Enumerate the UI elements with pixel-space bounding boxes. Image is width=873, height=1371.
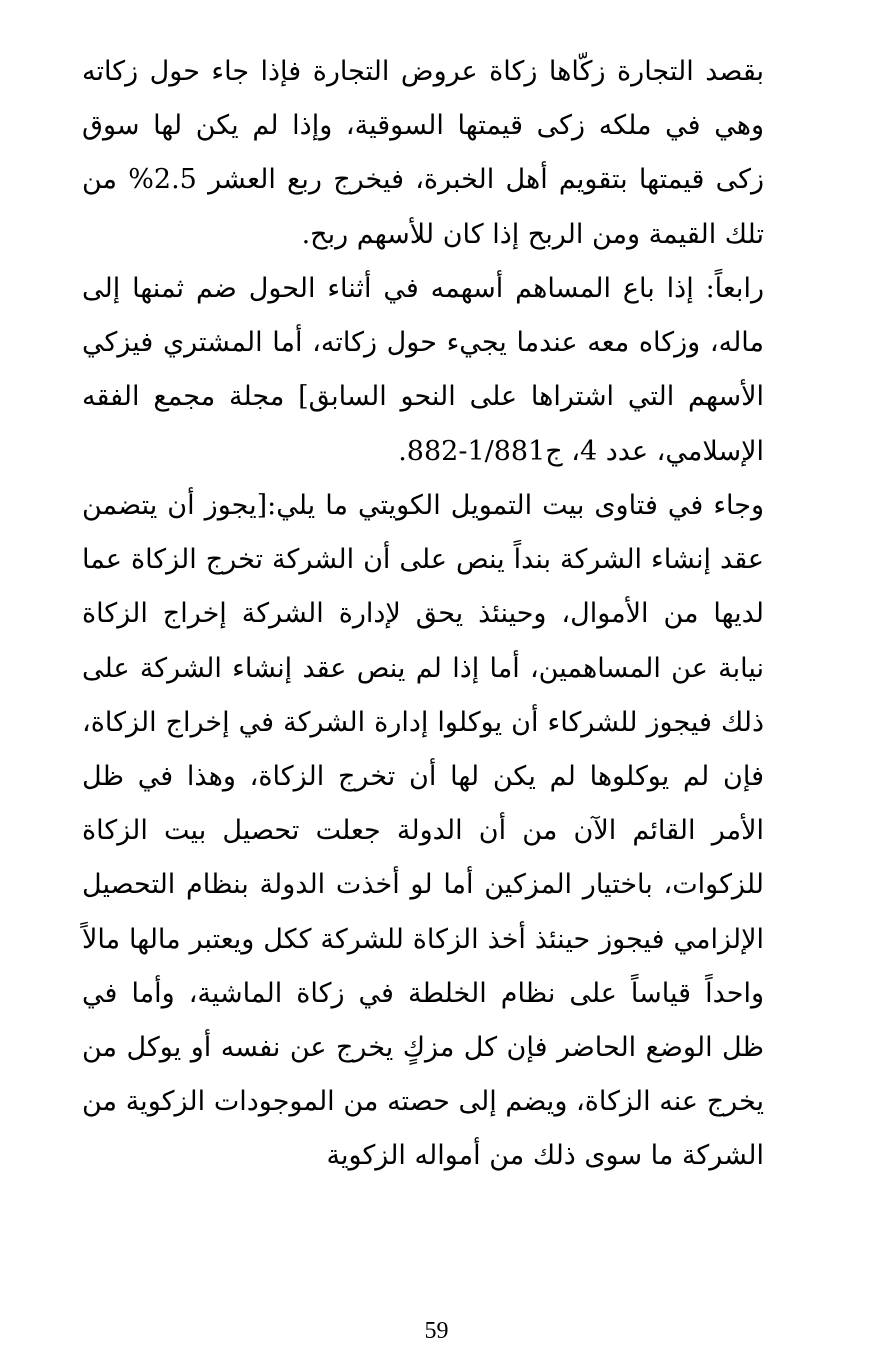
paragraph-selling-shares: رابعاً: إذا باع المساهم أسهمه في أثناء الحول ضم ثمنها إلى ماله، وزكاه معه عندما يجيء حول زكاته، أما المشتري فيزكي الأسهم التي اشتراها على النحو السابق] مجلة مجمع الفقه الإسلامي، عدد 4، ج1/881-882.: [82, 273, 764, 467]
paragraph-zakat-trade-goods: بقصد التجارة زكّاها زكاة عروض التجارة فإذا جاء حول زكاته وهي في ملكه زكى قيمتها السوقية، وإذا لم يكن لها سوق زكى قيمتها بتقويم أهل الخبرة، فيخرج ربع العشر 2.5% من تلك القيمة ومن الربح إذا كان للأسهم ربح.: [82, 56, 764, 250]
paragraph-kuwait-finance-house-fatwa: وجاء في فتاوى بيت التمويل الكويتي ما يلي:[يجوز أن يتضمن عقد إنشاء الشركة بنداً ينص على أن الشركة تخرج الزكاة عما لديها من الأموال، وحينئذ يحق لإدارة الشركة إخراج الزكاة نيابة عن المساهمين، أما إذا لم ينص عقد إنشاء الشركة على ذلك فيجوز للشركاء أن يوكلوا إدارة الشركة في إخراج الزكاة، فإن لم يوكلوها لم يكن لها أن تخرج الزكاة، وهذا في ظل الأمر القائم الآن من أن الدولة جعلت تحصيل بيت الزكاة للزكوات، باختيار المزكين أما لو أخذت الدولة بنظام التحصيل الإلزامي فيجوز حينئذ أخذ الزكاة للشركة ككل ويعتبر مالها مالاً واحداً قياساً على نظام الخلطة في زكاة الماشية، وأما في ظل الوضع الحاضر فإن كل مزكٍ يخرج عن نفسه أو يوكل من يخرج عنه الزكاة، ويضم إلى حصته من الموجودات الزكوية من الشركة ما سوى ذلك من أمواله الزكوية: [82, 490, 764, 1172]
body-text-block-2: [82, 262, 764, 479]
body-text-block-3: [82, 479, 764, 1184]
page-number: 59: [424, 1318, 449, 1344]
body-text-block-1: [82, 45, 764, 262]
